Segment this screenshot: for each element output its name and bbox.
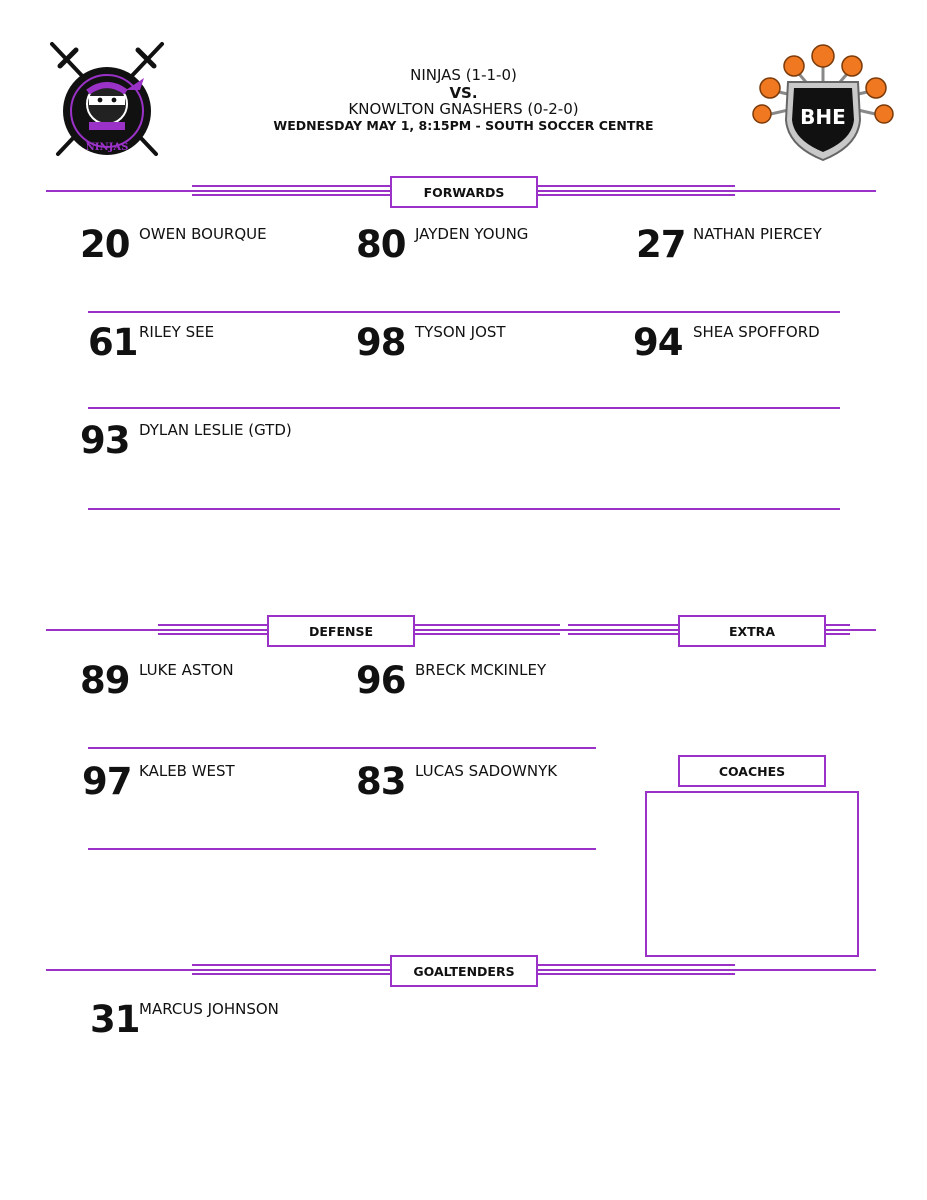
forward-number: 93 [80,419,130,462]
goaltender-name: MARCUS JOHNSON [139,1000,279,1018]
defense-name: LUKE ASTON [139,661,234,679]
forward-number: 20 [80,223,130,266]
extra-divider-accent-right [822,624,850,635]
forwards-line-divider [88,508,840,510]
coaches-heading: COACHES [678,755,826,787]
forwards-divider-accent-right [535,185,735,196]
defense-number: 97 [82,760,132,803]
ninjas-logo [44,38,170,164]
away-team-record: KNOWLTON GNASHERS (0-2-0) [348,100,579,118]
forwards-divider-accent-left [192,185,392,196]
defense-divider-accent-right [410,624,560,635]
bhe-logo-text: BHE [800,105,846,129]
defense-divider-accent-left [158,624,270,635]
forward-number: 61 [88,321,138,364]
forward-number: 80 [356,223,406,266]
home-team-record: NINJAS (1-1-0) [410,66,517,84]
forward-name: JAYDEN YOUNG [415,225,529,243]
extra-divider-accent-left [568,624,680,635]
defense-number: 83 [356,760,406,803]
forward-name: DYLAN LESLIE (GTD) [139,421,292,439]
forwards-line-divider [88,311,840,313]
defense-heading: DEFENSE [267,615,415,647]
forward-number: 94 [633,321,683,364]
forward-name: RILEY SEE [139,323,215,341]
defense-pair-divider [88,848,596,850]
defense-name: KALEB WEST [139,762,235,780]
ninjas-logo-text: NINJAS [85,142,129,153]
versus-label: VS. [449,84,478,102]
extra-heading: EXTRA [678,615,826,647]
goaltenders-heading: GOALTENDERS [390,955,538,987]
goaltenders-divider-accent-right [535,964,735,975]
forward-number: 98 [356,321,406,364]
defense-number: 89 [80,659,130,702]
forward-name: NATHAN PIERCEY [693,225,822,243]
forward-name: SHEA SPOFFORD [693,323,820,341]
forwards-heading: FORWARDS [390,176,538,208]
forwards-line-divider [88,407,840,409]
game-info: WEDNESDAY MAY 1, 8:15PM - SOUTH SOCCER CENTRE [273,118,654,133]
defense-name: BRECK MCKINLEY [415,661,547,679]
forward-name: OWEN BOURQUE [139,225,267,243]
defense-name: LUCAS SADOWNYK [415,762,558,780]
bhe-league-logo [748,42,898,164]
goaltenders-divider-accent-left [192,964,392,975]
defense-number: 96 [356,659,406,702]
defense-pair-divider [88,747,596,749]
coaches-box [645,791,859,957]
forward-number: 27 [636,223,686,266]
goaltender-number: 31 [90,998,140,1041]
forward-name: TYSON JOST [415,323,506,341]
